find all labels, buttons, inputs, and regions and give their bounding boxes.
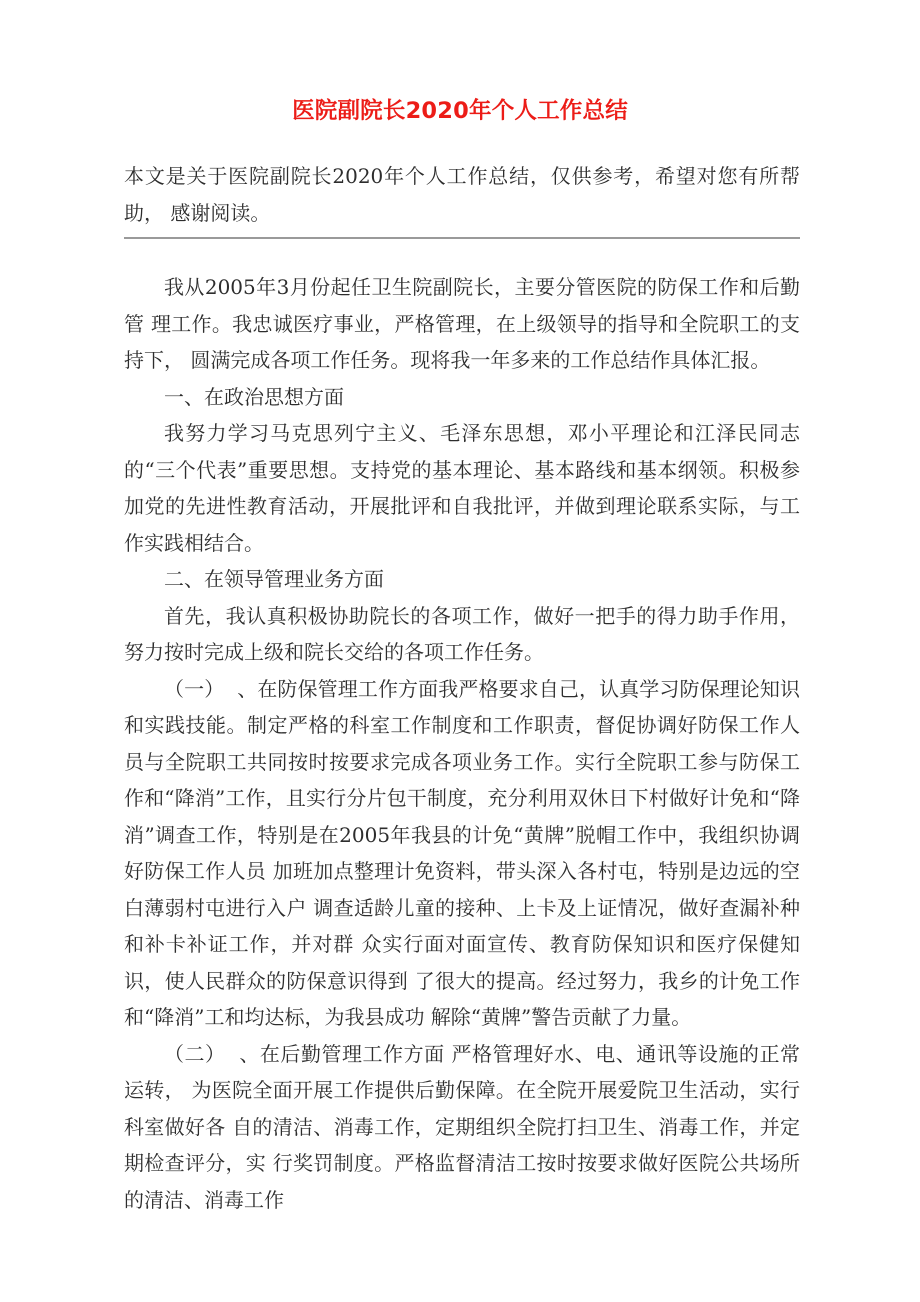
body-paragraph: （一） 、在防保管理工作方面我严格要求自己，认真学习防保理论知识和实践技能。制定严格的科室工作制度和工作职责，督促协调好防保工作人员与全院职工共同按时按要求完成各项业务工作。实行全院职工参与防保工作和“降消”工作，且实行分片包干制度，充分利用双休日下村做好计免和“降消”调查工作，特别是在2005年我县的计免“黄牌”脱帽工作中，我组织协调好防保工作人员 加班加点整理计免资料，带头深入各村屯，特别是边远的空白薄弱村屯进行入户 调查适龄儿童的接种、上卡及上证情况，做好查漏补种和补卡补证工作，并对群 众实行面对面宣传、教育防保知识和医疗保健知识，使人民群众的防保意识得到 了很大的提高。经过努力，我乡的计免工作和“降消”工和均达标，为我县成功 解除“黄牌”警告贡献了力量。 xyxy=(124,676,800,1029)
document-content xyxy=(124,158,800,1218)
page-title: 医院副院长2020年个人工作总结 xyxy=(292,98,628,124)
body-paragraph: 首先，我认真积极协助院长的各项工作，做好一把手的得力助手作用，努力按时完成上级和院长交给的各项工作任务。 xyxy=(124,603,800,664)
body-paragraph: 我从2005年3月份起任卫生院副院长，主要分管医院的防保工作和后勤管 理工作。我忠诚医疗事业，严格管理，在上级领导的指导和全院职工的支持下， 圆满完成各项工作任务。现将我一年多来的工作总结作具体汇报。 xyxy=(124,275,800,372)
body-paragraph: （二） 、在后勤管理工作方面 严格管理好水、电、通讯等设施的正常运转， 为医院全面开展工作提供后勤保障。在全院开展爱院卫生活动，实行科室做好各 自的清洁、消毒工作，定期组织全院打扫卫生、消毒工作，并定期检查评分，实 行奖罚制度。严格监督清洁工按时按要求做好医院公共场所的清洁、消毒工作 xyxy=(124,1041,800,1212)
section-heading: 二、在领导管理业务方面 xyxy=(164,567,384,591)
header-divider xyxy=(124,237,800,239)
abstract-paragraph: 本文是关于医院副院长2020年个人工作总结，仅供参考，希望对您有所帮助， 感谢阅读。 xyxy=(124,164,800,225)
body-paragraphs xyxy=(124,269,800,1218)
section-heading: 一、在政治思想方面 xyxy=(164,384,344,409)
body-paragraph: 我努力学习马克思列宁主义、毛泽东思想，邓小平理论和江泽民同志的“三个代表”重要思想。支持党的基本理论、基本路线和基本纲领。积极参加党的先进性教育活动，开展批评和自我批评，并做到理论联系实际，与工作实践相结合。 xyxy=(124,421,800,555)
